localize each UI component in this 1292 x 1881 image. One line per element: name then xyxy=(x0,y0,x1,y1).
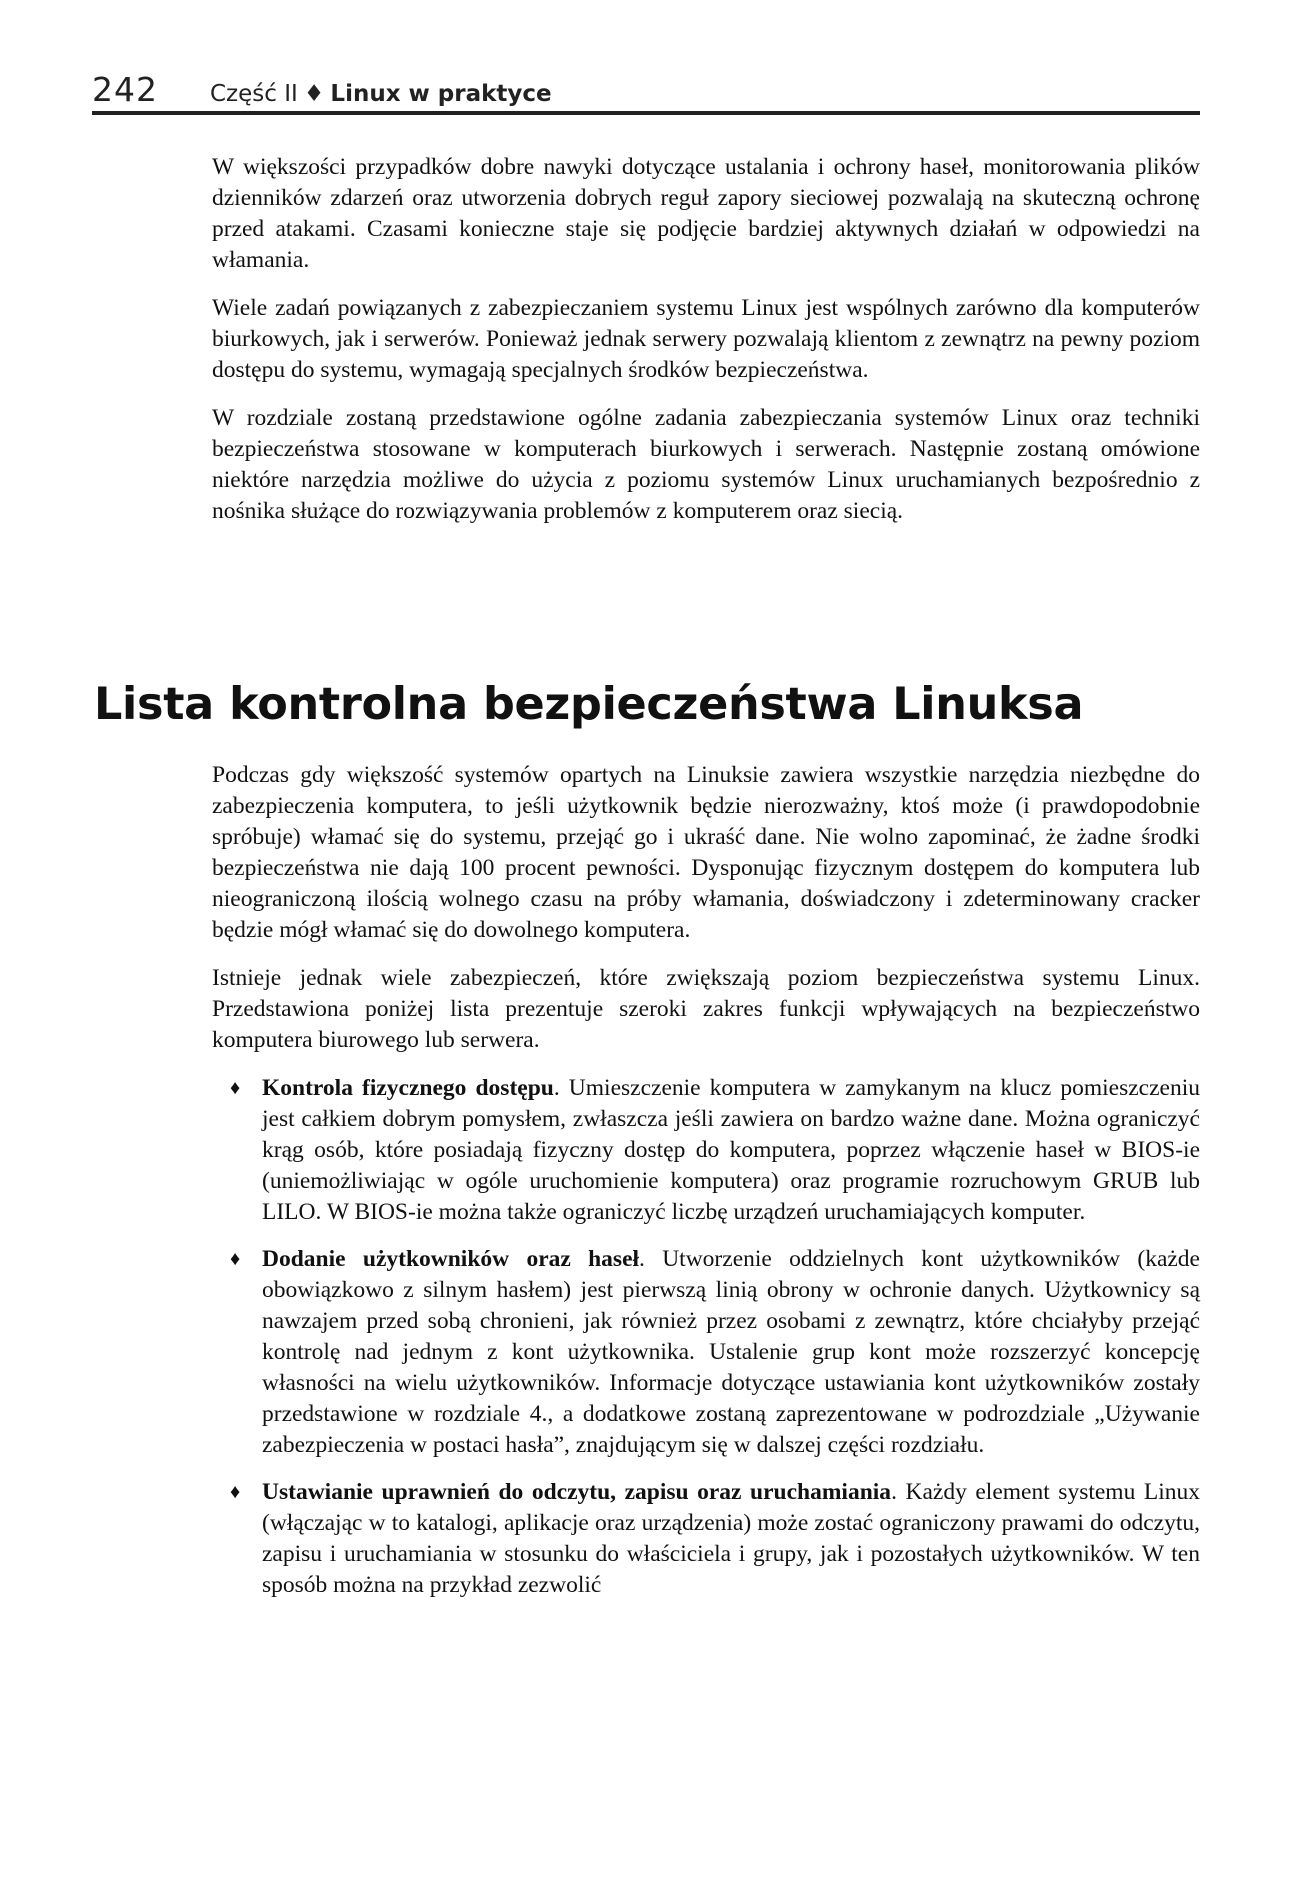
diamond-bullet-icon: ♦ xyxy=(230,1481,241,1503)
list-item xyxy=(212,1244,1200,1461)
part-name: Część II xyxy=(210,81,298,107)
section-heading: Lista kontrolna bezpieczeństwa Linuksa xyxy=(94,679,1084,730)
part-label xyxy=(210,78,552,110)
bullet-term: Ustawianie uprawnień do odczytu, zapisu oraz uruchamiania xyxy=(262,1479,892,1505)
page-number: 242 xyxy=(92,70,158,109)
paragraph: W rozdziale zostaną przedstawione ogólne zadania zabezpieczania systemów Linux oraz techniki bezpieczeństwa stosowane w komputerach biurkowych i serwerach. Następnie zostaną omówione niektóre narzędzia możliwe do użycia z poziomu systemów Linux uruchamianych bezpośrednio z nośnika służące do rozwiązywania problemów z komputerem oraz siecią. xyxy=(212,405,1200,524)
bullet-text: . Utworzenie oddzielnych kont użytkowników (każde obowiązkowo z silnym hasłem) jest pierwszą linią obrony w ochronie danych. Użytkownicy są nawzajem przed sobą chronieni, jak również przez osobami z zewnątrz, które chciałyby przejąć kontrolę nad jednym z kont użytkownika. Ustalenie grup kont może rozszerzyć koncepcję własności na wielu użytkowników. Informacje dotyczące ustawiania kont użytkowników zostały przedstawione w rozdziale 4., a dodatkowe zostaną zaprezentowane w podrozdziale „Używanie zabezpieczenia w postaci hasła”, znajdującym się w dalszej części rozdziału. xyxy=(262,1246,1200,1458)
paragraph: W większości przypadków dobre nawyki dotyczące ustalania i ochrony haseł, monitorowania plików dzienników zdarzeń oraz utworzenia dobrych reguł zapory sieciowej pozwalają na skuteczną ochronę przed atakami. Czasami konieczne staje się podjęcie bardziej aktywnych działań w odpowiedzi na włamania. xyxy=(212,154,1200,273)
diamond-bullet-icon: ♦ xyxy=(230,1248,241,1270)
diamond-bullet-icon: ♦ xyxy=(230,1077,241,1099)
paragraph: Istnieje jednak wiele zabezpieczeń, które zwiększają poziom bezpieczeństwa systemu Linux. Przedstawiona poniżej lista prezentuje szeroki zakres funkcji wpływających na bezpieczeństwo komputera biurowego lub serwera. xyxy=(212,965,1200,1053)
checklist xyxy=(212,1073,1200,1601)
bullet-text: . Umieszczenie komputera w zamykanym na klucz pomieszczeniu jest całkiem dobrym pomysłem, zwłaszcza jeśli zawiera on bardzo ważne dane. Można ograniczyć krąg osób, które posiadają fizyczny dostęp do komputera, poprzez włączenie haseł w BIOS-ie (uniemożliwiając w ogóle uruchomienie komputera) oraz programie rozruchowym GRUB lub LILO. W BIOS-ie można także ograniczyć liczbę urządzeń uruchamiających komputer. xyxy=(262,1075,1201,1225)
bullet-text: . Każdy element systemu Linux (włączając w to katalogi, aplikacje oraz urządzenia) może zostać ograniczony prawami do odczytu, zapisu i uruchamiania w stosunku do właściciela i grupy, jak i pozostałych użytkowników. W ten sposób można na przykład zezwolić xyxy=(262,1479,1201,1598)
paragraph: Podczas gdy większość systemów opartych na Linuksie zawiera wszystkie narzędzia niezbędne do zabezpieczenia komputera, to jeśli użytkownik będzie nierozważny, ktoś może (i prawdopodobnie spróbuje) włamać się do systemu, przejąć go i ukraść dane. Nie wolno zapominać, że żadne środki bezpieczeństwa nie dają 100 procent pewności. Dysponując fizycznym dostępem do komputera lub nieograniczoną ilością wolnego czasu na próby włamania, doświadczony i zdeterminowany cracker będzie mógł włamać się do dowolnego komputera. xyxy=(212,762,1200,943)
paragraph: Wiele zadań powiązanych z zabezpieczaniem systemu Linux jest wspólnych zarówno dla komputerów biurkowych, jak i serwerów. Ponieważ jednak serwery pozwalają klientom z zewnątrz na pewny poziom dostępu do systemu, wymagają specjalnych środków bezpieczeństwa. xyxy=(212,295,1200,383)
part-title: Linux w praktyce xyxy=(330,81,552,107)
running-head xyxy=(92,66,1200,114)
bullet-term: Dodanie użytkowników oraz haseł xyxy=(262,1246,640,1272)
bullet-term: Kontrola fizycznego dostępu xyxy=(262,1075,554,1101)
section-text xyxy=(212,760,1200,1617)
list-item xyxy=(212,1073,1200,1228)
header-rule xyxy=(92,111,1200,115)
intro-text xyxy=(212,152,1200,544)
list-item xyxy=(212,1477,1200,1601)
diamond-separator-icon: ♦ xyxy=(303,81,325,107)
